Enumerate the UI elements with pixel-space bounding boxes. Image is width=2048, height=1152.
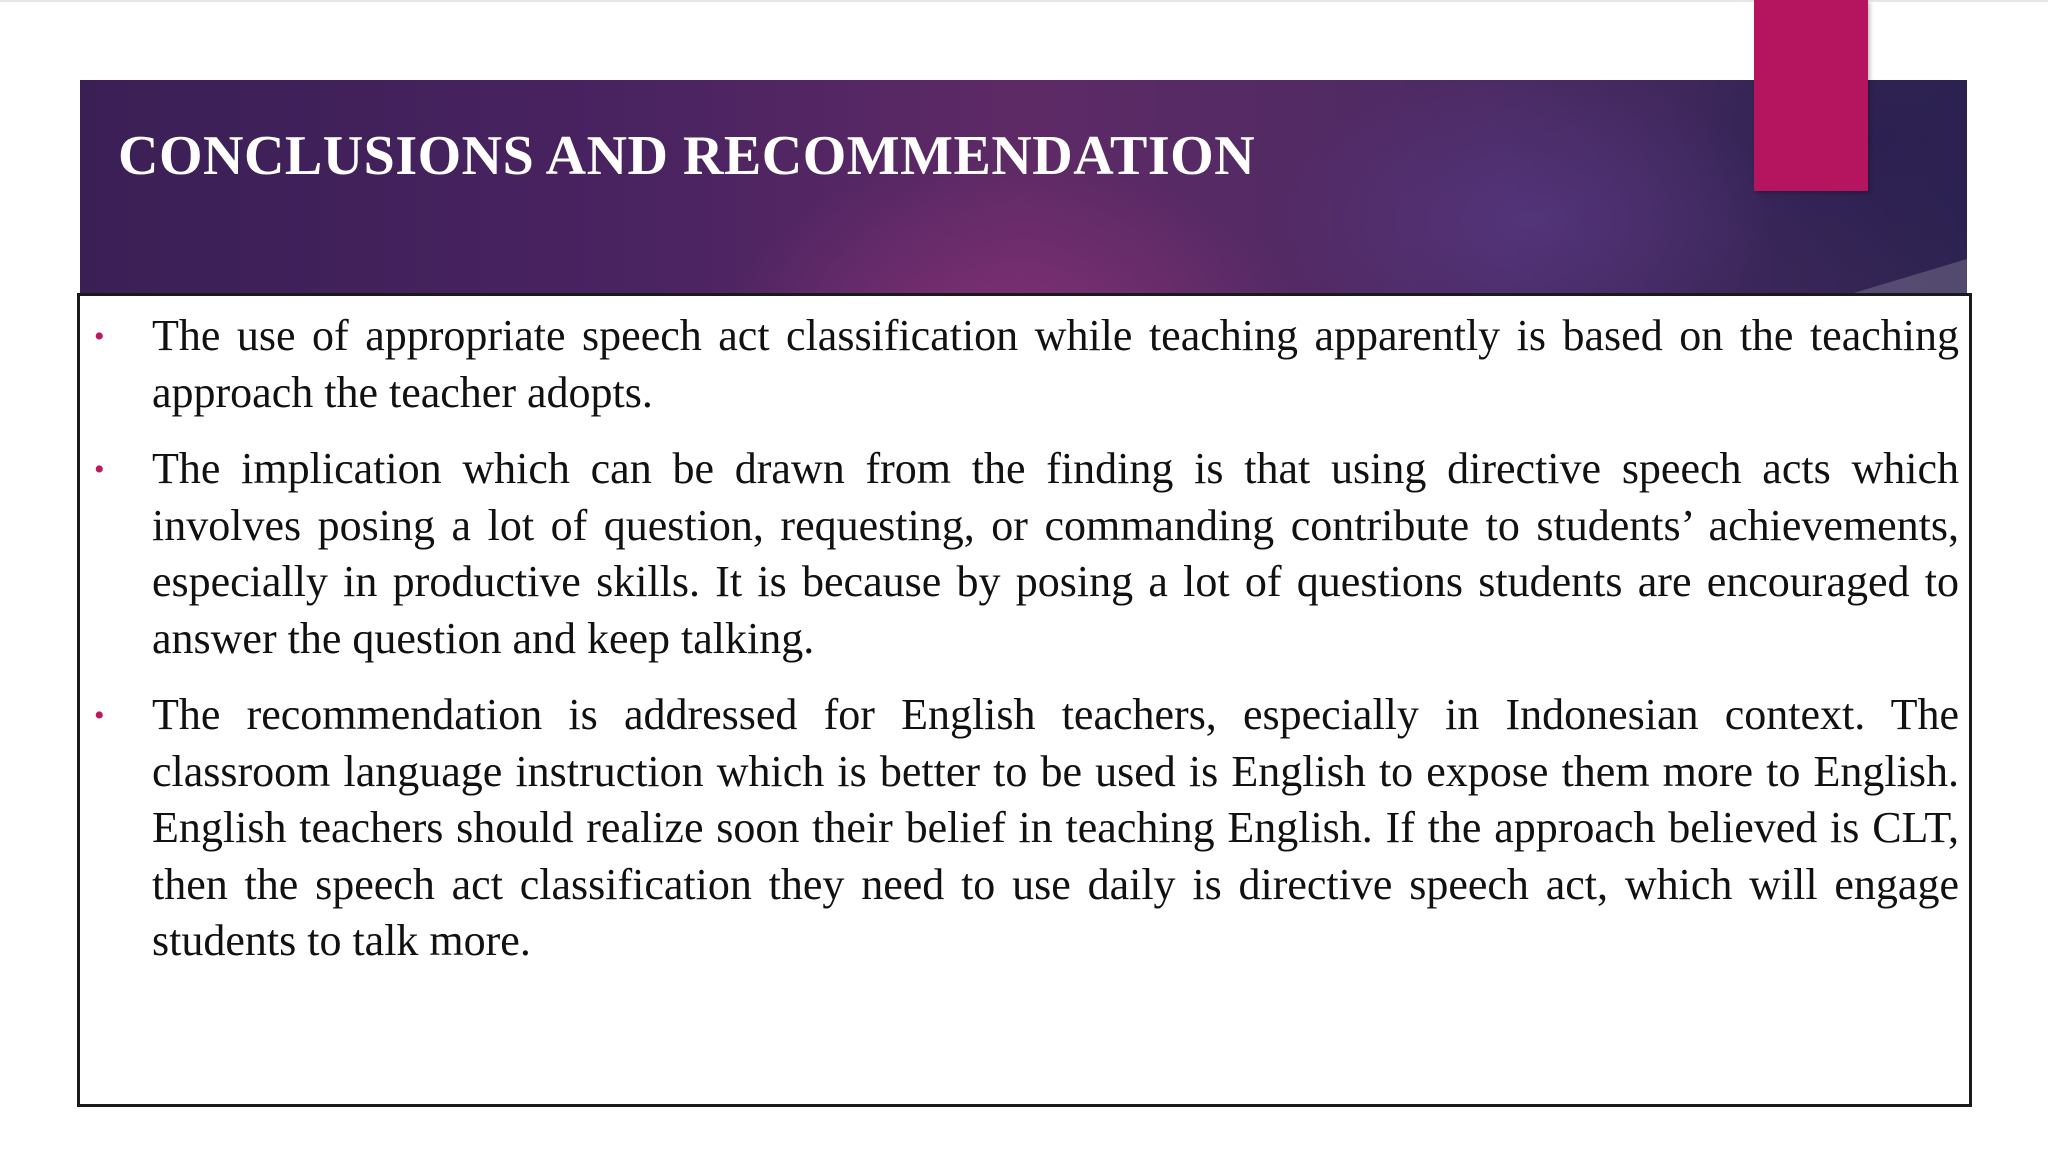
bullet-item-3	[80, 687, 1969, 970]
accent-tab-decoration	[1754, 0, 1868, 191]
bullet-icon: •	[94, 699, 105, 732]
title-banner	[80, 80, 1967, 295]
bullet-text-1: The use of appropriate speech act classification while teaching apparently is based on the teaching approach the teacher adopts.	[152, 311, 1959, 417]
bullet-item-1	[80, 308, 1969, 421]
bullet-list	[80, 308, 1969, 990]
content-box	[77, 293, 1972, 1107]
banner-facet-decoration	[1847, 259, 1967, 295]
bullet-text-3: The recommendation is addressed for English teachers, especially in Indonesian context. The classroom language instruction which is better to be used is English to expose them more to English. English teachers should realize soon their belief in teaching English. If the approach believed is CLT, then the speech act classification they need to use daily is directive speech act, which will engage students to talk more.	[152, 690, 1959, 965]
bullet-icon: •	[94, 453, 105, 486]
bullet-icon: •	[94, 320, 105, 353]
window-top-border	[0, 0, 2048, 2]
bullet-item-2	[80, 441, 1969, 667]
slide-title: CONCLUSIONS AND RECOMMENDATION	[118, 125, 1256, 187]
bullet-text-2: The implication which can be drawn from the finding is that using directive speech acts which involves posing a lot of question, requesting, or commanding contribute to students’ achievements, especially in productive skills. It is because by posing a lot of questions students are encouraged to answer the question and keep talking.	[152, 444, 1959, 663]
